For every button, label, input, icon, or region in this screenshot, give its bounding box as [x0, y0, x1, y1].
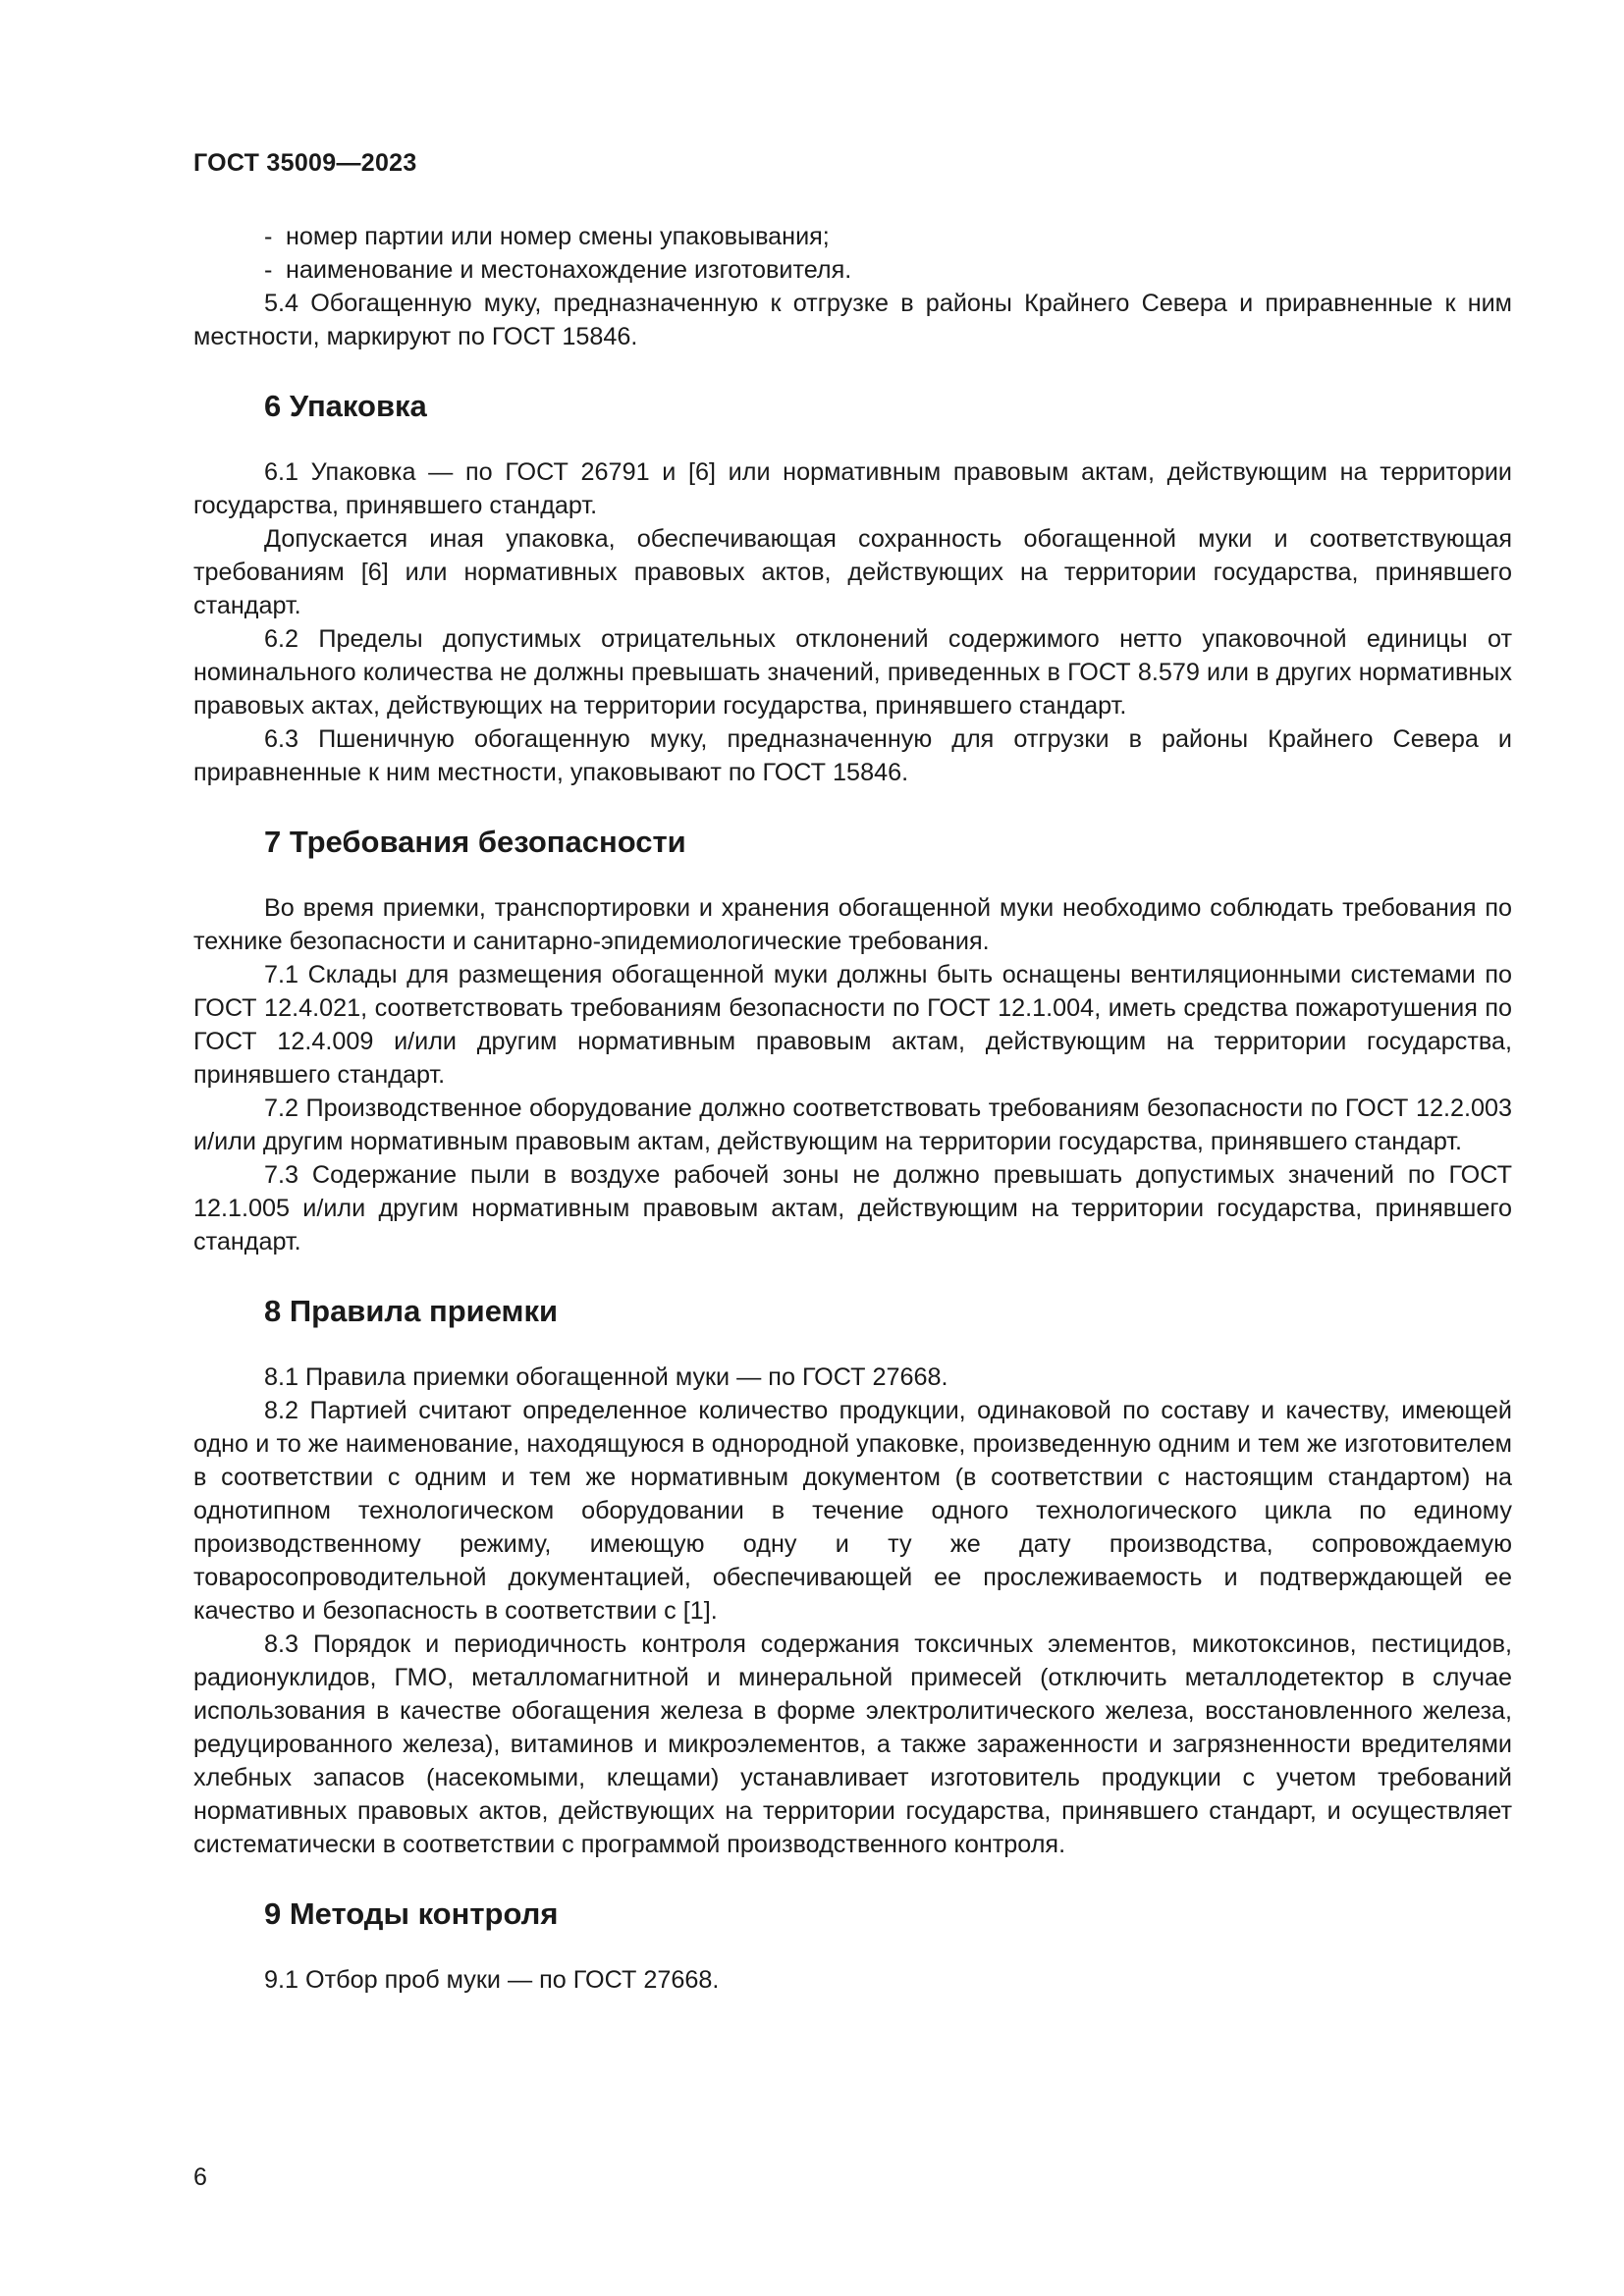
section-spacing [193, 353, 1512, 387]
paragraph: 7.2 Производственное оборудование должно соответствовать требованиям безопасности по ГОСТ 12.2.003 и/или другим нормативным правовым актам, действующим на территории государства, принявшего стандарт. [193, 1095, 1512, 1155]
list-item-text: наименование и местонахождение изготовителя. [286, 256, 852, 284]
section-spacing [193, 1861, 1512, 1895]
list-item-text: номер партии или номер смены упаковывания; [286, 223, 830, 250]
section-heading: 7 Требования безопасности [264, 825, 686, 859]
section-spacing [193, 862, 1512, 891]
section-spacing [193, 1934, 1512, 1963]
section-heading: 9 Методы контроля [264, 1896, 559, 1931]
paragraph: 5.4 Обогащенную муку, предназначенную к отгрузке в районы Крайнего Севера и приравненные к ним местности, маркируют по ГОСТ 15846. [193, 290, 1512, 350]
paragraph: 8.1 Правила приемки обогащенной муки — по ГОСТ 27668. [264, 1363, 948, 1391]
list-item [193, 253, 1512, 287]
paragraph: 8.3 Порядок и периодичность контроля содержания токсичных элементов, микотоксинов, пестицидов, радионуклидов, ГМО, металломагнитной и минеральной примесей (отключить металлодетектор в случае использования в качестве обогащения железа в форме электролитического железа, восстановленного железа, редуцированного железа), витаминов и микроэлементов, а также зараженности и загрязненности вредителями хлебных запасов (насекомыми, клещами) устанавливает изготовитель продукции с учетом требований нормативных правовых актов, действующих на территории государства, принявшего стандарт, и осуществляет систематически в соответствии с программой производственного контроля. [193, 1630, 1512, 1858]
list-item [193, 220, 1512, 253]
paragraph: Во время приемки, транспортировки и хранения обогащенной муки необходимо соблюдать требования по технике безопасности и санитарно-эпидемиологические требования. [193, 894, 1512, 955]
document-body [193, 220, 1512, 1997]
paragraph: 9.1 Отбор проб муки — по ГОСТ 27668. [264, 1966, 720, 1994]
paragraph: 8.2 Партией считают определенное количество продукции, одинаковой по составу и качеству, имеющей одно и то же наименование, находящуюся в однородной упаковке, произведенную одним и тем же изготовителем в соответствии с одним и тем же нормативным документом (в соответствии с настоящим стандартом) на однотипном технологическом оборудовании в течение одного технологического цикла по единому производственному режиму, имеющую одну и ту же дату производства, сопровождаемую товаросопроводительной документацией, обеспечивающей ее прослеживаемость и подтверждающей ее качество и безопасность в соответствии с [1]. [193, 1397, 1512, 1625]
paragraph: Допускается иная упаковка, обеспечивающая сохранность обогащенной муки и соответствующая требованиям [6] или нормативных правовых актов, действующих на территории государства, принявшего стандарт. [193, 525, 1512, 619]
paragraph: 6.3 Пшеничную обогащенную муку, предназначенную для отгрузки в районы Крайнего Севера и приравненные к ним местности, упаковывают по ГОСТ 15846. [193, 725, 1512, 786]
list-dash: - [264, 223, 273, 250]
paragraph: 6.2 Пределы допустимых отрицательных отклонений содержимого нетто упаковочной единицы от номинального количества не должны превышать значений, приведенных в ГОСТ 8.579 или в других нормативных правовых актах, действующих на территории государства, принявшего стандарт. [193, 625, 1512, 720]
list-dash: - [264, 256, 273, 284]
paragraph: 6.1 Упаковка — по ГОСТ 26791 и [6] или нормативным правовым актам, действующим на территории государства, принявшего стандарт. [193, 458, 1512, 519]
paragraph: 7.3 Содержание пыли в воздухе рабочей зоны не должно превышать допустимых значений по ГОСТ 12.1.005 и/или другим нормативным правовым актам, действующим на территории государства, принявшего стандарт. [193, 1161, 1512, 1255]
page-number: 6 [193, 2163, 207, 2191]
running-header: ГОСТ 35009—2023 [193, 149, 417, 177]
section-spacing [193, 426, 1512, 455]
section-spacing [193, 1258, 1512, 1292]
section-heading: 8 Правила приемки [264, 1294, 559, 1328]
section-spacing [193, 789, 1512, 823]
paragraph: 7.1 Склады для размещения обогащенной муки должны быть оснащены вентиляционными системами по ГОСТ 12.4.021, соответствовать требованиям безопасности по ГОСТ 12.1.004, иметь средства пожаротушения по ГОСТ 12.4.009 и/или другим нормативным правовым актам, действующим на территории государства, принявшего стандарт. [193, 961, 1512, 1089]
section-heading: 6 Упаковка [264, 389, 427, 423]
section-spacing [193, 1331, 1512, 1361]
